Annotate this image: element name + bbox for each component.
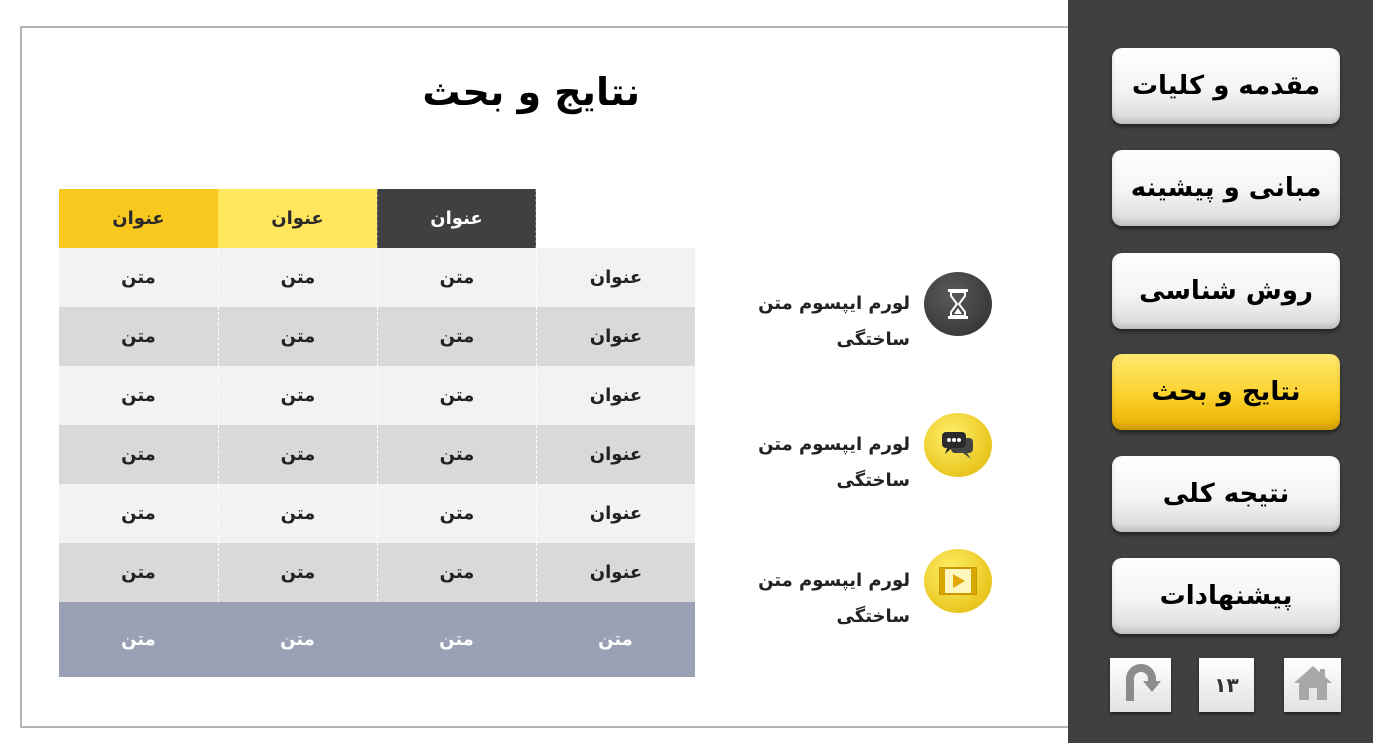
table-cell: متن <box>377 307 536 366</box>
feature-item <box>758 549 992 627</box>
page-number: ۱۳ <box>1214 673 1239 697</box>
table-cell: متن <box>59 484 218 543</box>
table-cell: متن <box>377 366 536 425</box>
table-cell: متن <box>377 248 536 307</box>
table-cell: متن <box>218 248 377 307</box>
table-cell: متن <box>218 543 377 602</box>
feature-item <box>758 272 992 350</box>
nav-button-conclusion[interactable]: نتیجه کلی <box>1112 456 1340 532</box>
table-cell: عنوان <box>536 307 695 366</box>
table-row <box>59 366 695 425</box>
table-cell: عنوان <box>536 366 695 425</box>
nav-button-background[interactable]: مبانی و پیشینه <box>1112 150 1340 226</box>
table-row <box>59 425 695 484</box>
back-button[interactable] <box>1110 658 1171 712</box>
nav-button-recommendations[interactable]: پیشنهادات <box>1112 558 1340 634</box>
table-header-cell: عنوان <box>377 189 536 248</box>
results-table <box>59 189 695 677</box>
table-cell: متن <box>59 366 218 425</box>
table-cell: عنوان <box>536 543 695 602</box>
navigation-panel <box>1068 0 1373 743</box>
table-cell: عنوان <box>536 248 695 307</box>
table-cell: متن <box>377 425 536 484</box>
table-cell: متن <box>59 248 218 307</box>
table-row <box>59 307 695 366</box>
table-header-cell-empty <box>536 189 695 248</box>
nav-button-methodology[interactable]: روش شناسی <box>1112 253 1340 329</box>
feature-item <box>758 413 992 491</box>
hourglass-icon <box>924 272 992 336</box>
table-header-row <box>59 189 695 248</box>
table-cell: متن <box>377 543 536 602</box>
table-cell: متن <box>377 602 536 677</box>
table-row <box>59 484 695 543</box>
chat-bubbles-icon <box>924 413 992 477</box>
table-header-cell: عنوان <box>218 189 377 248</box>
table-cell: متن <box>218 366 377 425</box>
table-cell: متن <box>377 484 536 543</box>
table-footer-row <box>59 602 695 677</box>
table-cell: عنوان <box>536 425 695 484</box>
table-cell: متن <box>59 425 218 484</box>
table-header-cell: عنوان <box>59 189 218 248</box>
table-cell: متن <box>536 602 695 677</box>
table-row <box>59 543 695 602</box>
table-cell: متن <box>218 602 377 677</box>
feature-text: لورم ایپسوم متن ساختگی <box>758 293 910 350</box>
video-play-icon <box>924 549 992 613</box>
table-cell: متن <box>59 307 218 366</box>
home-button[interactable] <box>1284 658 1341 712</box>
table-cell: متن <box>59 543 218 602</box>
nav-button-introduction[interactable]: مقدمه و کلیات <box>1112 48 1340 124</box>
table-cell: متن <box>59 602 218 677</box>
u-turn-back-icon <box>1119 661 1163 709</box>
page-number-box <box>1199 658 1254 712</box>
feature-text: لورم ایپسوم متن ساختگی <box>758 434 910 491</box>
table-cell: عنوان <box>536 484 695 543</box>
table-row <box>59 248 695 307</box>
nav-button-results-discussion[interactable]: نتایج و بحث <box>1112 354 1340 430</box>
home-icon <box>1292 663 1334 707</box>
table-cell: متن <box>218 425 377 484</box>
feature-text: لورم ایپسوم متن ساختگی <box>758 570 910 627</box>
table-cell: متن <box>218 307 377 366</box>
page-title: نتایج و بحث <box>422 70 640 114</box>
table-cell: متن <box>218 484 377 543</box>
